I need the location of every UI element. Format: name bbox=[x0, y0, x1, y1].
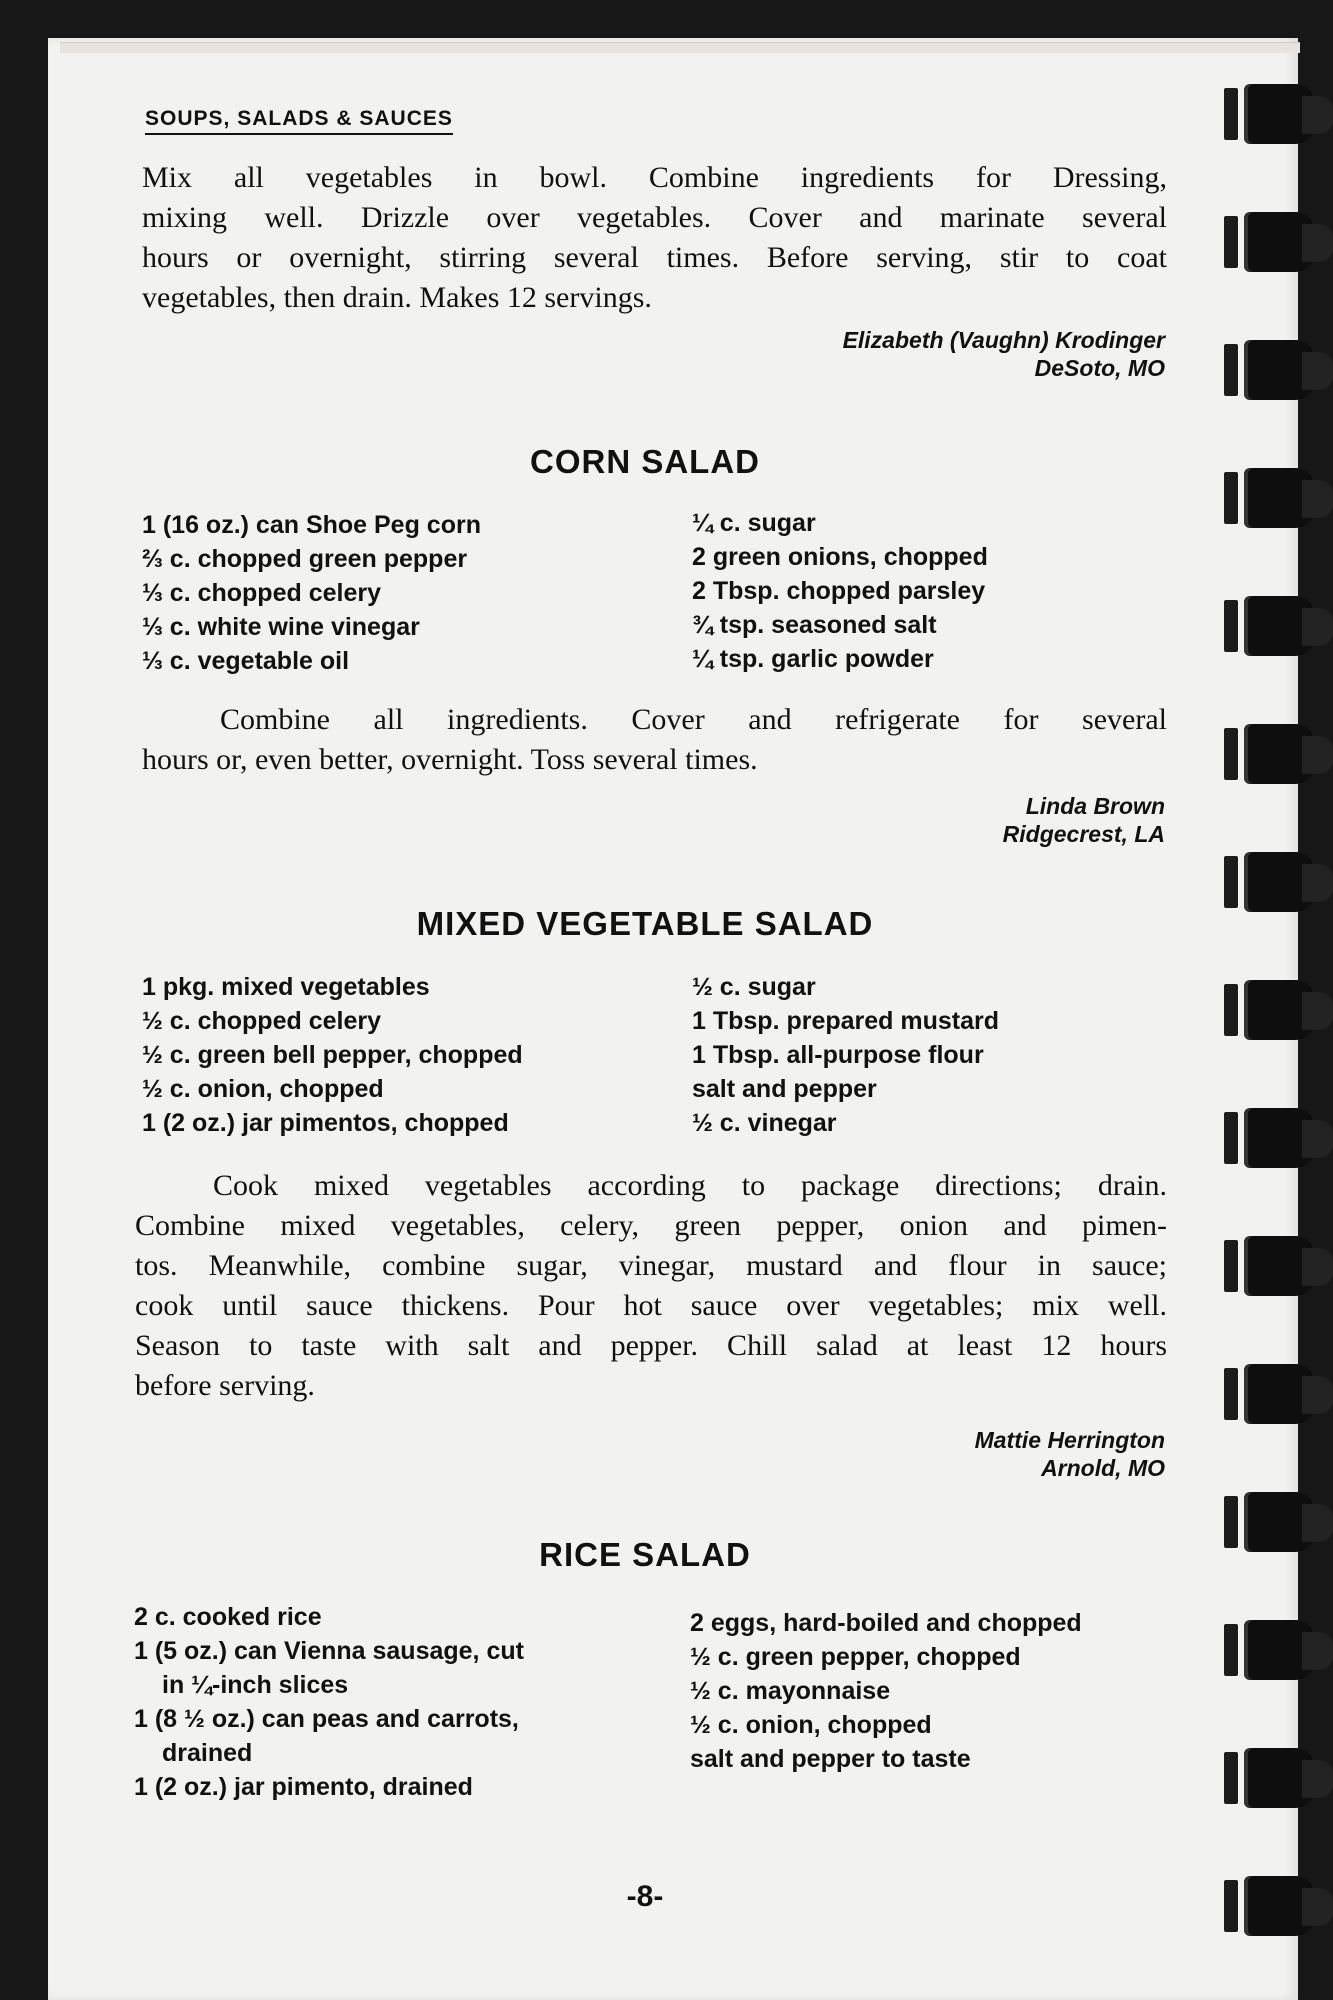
binding-ring bbox=[1222, 1102, 1333, 1174]
paragraph-line: tos. Meanwhile, combine sugar, vinegar, mustard and flour in sauce; bbox=[135, 1249, 1167, 1282]
intro-attribution bbox=[700, 326, 1165, 382]
ingredient: 1 (16 oz.) can Shoe Peg corn bbox=[142, 511, 481, 539]
paragraph-line: hours or, even better, overnight. Toss several times. bbox=[142, 743, 758, 776]
paragraph-line: Combine mixed vegetables, celery, green pepper, onion and pimen- bbox=[135, 1209, 1167, 1242]
recipe-title: RICE SALAD bbox=[539, 1536, 751, 1573]
ingredients-left bbox=[134, 1600, 524, 1804]
contributor-location: Arnold, MO bbox=[1041, 1455, 1165, 1481]
ingredient: drained bbox=[162, 1739, 253, 1767]
spiral-binding bbox=[1222, 40, 1333, 2000]
binding-ring bbox=[1222, 974, 1333, 1046]
ingredient: 2 Tbsp. chopped parsley bbox=[692, 577, 986, 605]
ingredient: ⅓ c. white wine vinegar bbox=[142, 613, 420, 641]
ingredient: ¾ tsp. seasoned salt bbox=[692, 611, 937, 639]
intro-directions bbox=[142, 158, 1167, 318]
ingredient: ⅔ c. chopped green pepper bbox=[142, 545, 468, 573]
recipe-directions bbox=[142, 700, 1167, 780]
ingredients-right bbox=[692, 506, 988, 676]
binding-ring bbox=[1222, 334, 1333, 406]
ingredient: 2 eggs, hard-boiled and chopped bbox=[690, 1609, 1082, 1637]
section-header: SOUPS, SALADS & SAUCES bbox=[145, 107, 453, 135]
ingredients-right bbox=[690, 1606, 1082, 1776]
paragraph-line: Season to taste with salt and pepper. Chill salad at least 12 hours bbox=[135, 1329, 1167, 1362]
ingredients-right bbox=[692, 970, 999, 1140]
ingredients-left bbox=[142, 508, 481, 678]
contributor-name: Elizabeth (Vaughn) Krodinger bbox=[842, 327, 1165, 353]
ingredient: ⅓ c. vegetable oil bbox=[142, 647, 350, 675]
ingredient: salt and pepper bbox=[692, 1075, 877, 1103]
contributor-name: Mattie Herrington bbox=[974, 1427, 1165, 1453]
ingredient: 1 (8 ½ oz.) can peas and carrots, bbox=[134, 1705, 519, 1733]
ingredient: in ¼-inch slices bbox=[162, 1671, 349, 1699]
ingredient: salt and pepper to taste bbox=[690, 1745, 971, 1773]
ingredients-left bbox=[142, 970, 523, 1140]
ingredient: 1 pkg. mixed vegetables bbox=[142, 973, 430, 1001]
binding-ring bbox=[1222, 718, 1333, 790]
recipe-attribution bbox=[700, 1426, 1165, 1482]
ingredient: ½ c. onion, chopped bbox=[690, 1711, 932, 1739]
recipe-title: CORN SALAD bbox=[530, 443, 760, 480]
contributor-location: DeSoto, MO bbox=[1034, 355, 1165, 381]
paragraph-line: hours or overnight, stirring several times. Before serving, stir to coat bbox=[142, 241, 1167, 274]
ingredient: ½ c. mayonnaise bbox=[690, 1677, 891, 1705]
binding-ring bbox=[1222, 1358, 1333, 1430]
page-number: -8- bbox=[626, 1880, 664, 1913]
binding-ring bbox=[1222, 1230, 1333, 1302]
paragraph-line: vegetables, then drain. Makes 12 servings. bbox=[142, 281, 652, 314]
paragraph-line: before serving. bbox=[135, 1369, 315, 1402]
paragraph-line: Cook mixed vegetables according to package directions; drain. bbox=[213, 1169, 1167, 1202]
contributor-location: Ridgecrest, LA bbox=[1002, 821, 1165, 847]
ingredient: ½ c. green pepper, chopped bbox=[690, 1643, 1021, 1671]
binding-ring bbox=[1222, 206, 1333, 278]
ingredient: 1 (2 oz.) jar pimentos, chopped bbox=[142, 1109, 509, 1137]
binding-ring bbox=[1222, 1742, 1333, 1814]
ingredient: 1 (5 oz.) can Vienna sausage, cut bbox=[134, 1637, 524, 1665]
ingredient: ¼ c. sugar bbox=[692, 509, 816, 537]
page-stack-edge bbox=[60, 42, 1300, 53]
paragraph-line: Combine all ingredients. Cover and refrigerate for several bbox=[220, 703, 1167, 736]
binding-ring bbox=[1222, 78, 1333, 150]
contributor-name: Linda Brown bbox=[1025, 793, 1165, 819]
binding-ring bbox=[1222, 590, 1333, 662]
paragraph-line: cook until sauce thickens. Pour hot sauce over vegetables; mix well. bbox=[135, 1289, 1167, 1322]
paragraph-line: Mix all vegetables in bowl. Combine ingredients for Dressing, bbox=[142, 161, 1167, 194]
ingredient: ½ c. chopped celery bbox=[142, 1007, 381, 1035]
recipe-attribution bbox=[700, 792, 1165, 848]
paragraph-line: mixing well. Drizzle over vegetables. Cover and marinate several bbox=[142, 201, 1167, 234]
ingredient: 1 Tbsp. all-purpose flour bbox=[692, 1041, 984, 1069]
ingredient: ½ c. onion, chopped bbox=[142, 1075, 384, 1103]
ingredient: ⅓ c. chopped celery bbox=[142, 579, 381, 607]
recipe-title: MIXED VEGETABLE SALAD bbox=[416, 905, 874, 942]
ingredient: 2 green onions, chopped bbox=[692, 543, 988, 571]
ingredient: ¼ tsp. garlic powder bbox=[692, 645, 934, 673]
binding-ring bbox=[1222, 1614, 1333, 1686]
ingredient: ½ c. green bell pepper, chopped bbox=[142, 1041, 523, 1069]
ingredient: ½ c. sugar bbox=[692, 973, 816, 1001]
recipe-directions bbox=[135, 1166, 1167, 1406]
ingredient: ½ c. vinegar bbox=[692, 1109, 837, 1137]
ingredient: 2 c. cooked rice bbox=[134, 1603, 322, 1631]
ingredient: 1 Tbsp. prepared mustard bbox=[692, 1007, 1000, 1035]
ingredient: 1 (2 oz.) jar pimento, drained bbox=[134, 1773, 473, 1801]
